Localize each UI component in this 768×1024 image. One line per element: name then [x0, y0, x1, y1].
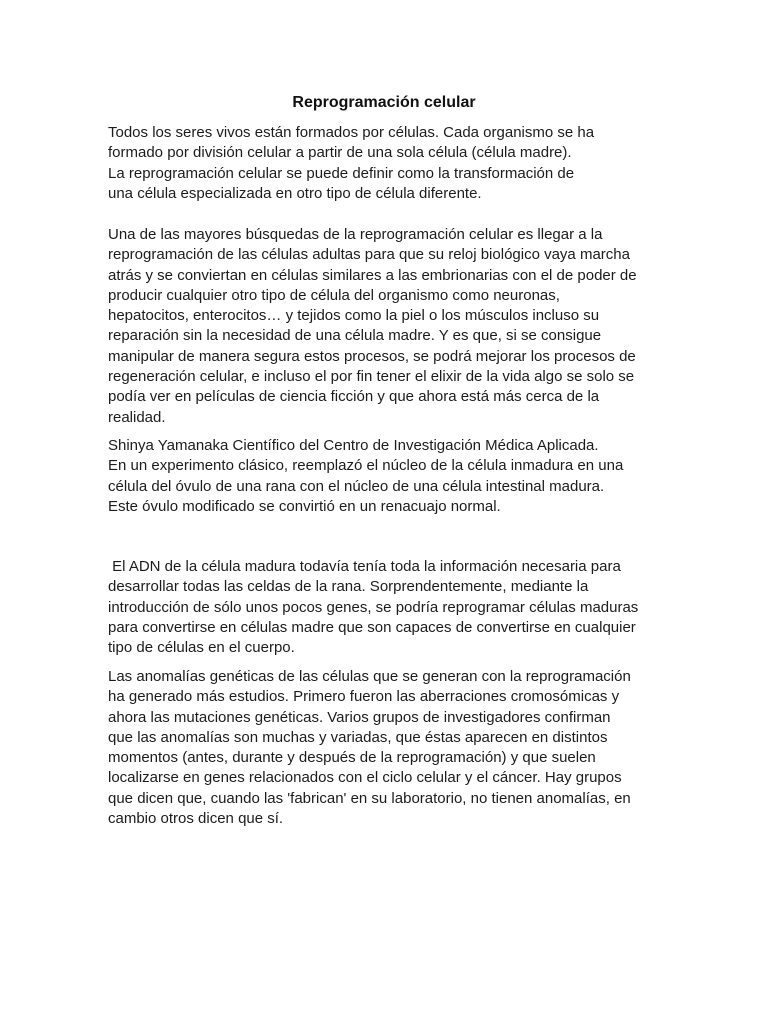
page-title: Reprogramación celular: [292, 94, 476, 111]
paragraph-line: introducción de sólo unos pocos genes, se podría reprogramar células maduras: [108, 598, 639, 616]
paragraph-anomalies: [108, 667, 688, 829]
paragraph-line: atrás y se conviertan en células similares a las embrionarias con el de poder de: [108, 266, 637, 284]
paragraph-line: que las anomalías son muchas y variadas, que éstas aparecen en distintos: [108, 728, 608, 746]
paragraph-line: hepatocitos, enterocitos… y tejidos como la piel o los músculos incluso su: [108, 307, 600, 325]
paragraph-research-goal: [108, 225, 688, 428]
paragraph-line: ahora las mutaciones genéticas. Varios grupos de investigadores confirman: [108, 708, 611, 726]
paragraph-line: podía ver en películas de ciencia ficción y que ahora está más cerca de la: [108, 388, 600, 406]
paragraph-line: formado por división celular a partir de una sola célula (célula madre).: [108, 144, 572, 162]
paragraph-line: En un experimento clásico, reemplazó el núcleo de la célula inmadura en una: [108, 457, 624, 475]
paragraph-line: Una de las mayores búsquedas de la reprogramación celular es llegar a la: [108, 226, 603, 243]
paragraph-line: reparación sin la necesidad de una célula madre. Y es que, si se consigue: [108, 327, 602, 345]
paragraph-line: ha generado más estudios. Primero fueron las aberraciones cromosómicas y: [108, 688, 620, 706]
paragraph-line: Shinya Yamanaka Científico del Centro de Investigación Médica Aplicada.: [108, 437, 599, 454]
paragraph-line: regeneración celular, e incluso el por fin tener el elixir de la vida algo se solo se: [108, 368, 635, 386]
paragraph-line: La reprogramación celular se puede definir como la transformación de: [108, 164, 575, 182]
paragraph-line: realidad.: [108, 408, 166, 426]
paragraph-line: producir cualquier otro tipo de célula del organismo como neuronas,: [108, 286, 560, 304]
paragraph-line: cambio otros dicen que sí.: [108, 810, 284, 828]
paragraph-line: Este óvulo modificado se convirtió en un renacuajo normal.: [108, 497, 501, 515]
paragraph-line: una célula especializada en otro tipo de célula diferente.: [108, 184, 482, 202]
paragraph-line: tipo de células en el cuerpo.: [108, 639, 295, 657]
paragraph-dna: [108, 557, 688, 658]
paragraph-line: célula del óvulo de una rana con el núcleo de una célula intestinal madura.: [108, 477, 605, 495]
paragraph-yamanaka: [108, 436, 688, 517]
paragraph-line: Todos los seres vivos están formados por células. Cada organismo se ha: [108, 124, 595, 141]
paragraph-line: desarrollar todas las celdas de la rana. Sorprendentemente, mediante la: [108, 578, 589, 596]
paragraph-line: manipular de manera segura estos procesos, se podrá mejorar los procesos de: [108, 347, 636, 365]
paragraph-intro: [108, 123, 688, 204]
paragraph-line: reprogramación de las células adultas para que su reloj biológico vaya marcha: [108, 246, 630, 264]
paragraph-line: que dicen que, cuando las 'fabrican' en su laboratorio, no tienen anomalías, en: [108, 789, 631, 807]
paragraph-line: Las anomalías genéticas de las células que se generan con la reprogramación: [108, 668, 631, 685]
paragraph-line: momentos (antes, durante y después de la reprogramación) y que suelen: [108, 749, 596, 767]
paragraph-line: para convertirse en células madre que son capaces de convertirse en cualquier: [108, 618, 636, 636]
paragraph-line: El ADN de la célula madura todavía tenía toda la información necesaria para: [108, 558, 621, 575]
paragraph-line: localizarse en genes relacionados con el ciclo celular y el cáncer. Hay grupos: [108, 769, 622, 787]
